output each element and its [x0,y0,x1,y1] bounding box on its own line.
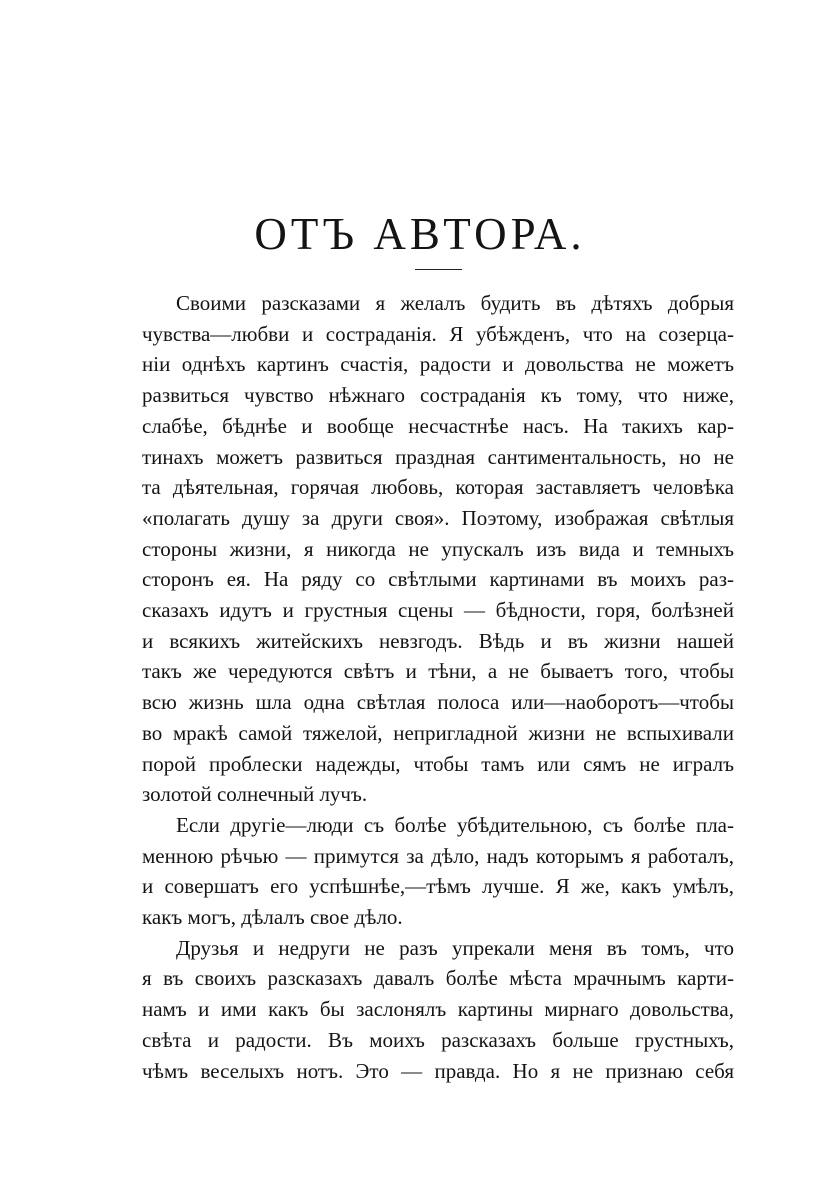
text-line: какъ могъ, дѣлалъ свое дѣло. [142,905,403,930]
text-line: ніи однѣхъ картинъ счастія, радости и довольства не можетъ [142,352,734,377]
text-line: сказахъ идутъ и грустныя сцены — бѣдности, горя, болѣзней [142,598,734,623]
text-line: сторонъ ея. На ряду со свѣтлыми картинами въ моихъ раз- [142,567,734,592]
text-line: развиться чувство нѣжнаго состраданія къ тому, что ниже, [142,383,734,408]
text-line: и всякихъ житейскихъ невзгодъ. Вѣдь и въ жизни нашей [142,628,734,653]
text-line: слабѣе, бѣднѣе и вообще несчастнѣе насъ. На такихъ кар- [142,413,734,438]
text-line: и совершатъ его успѣшнѣе,—тѣмъ лучше. Я же, какъ умѣлъ, [142,874,734,899]
body-text [142,288,734,1086]
text-line: такъ же чередуются свѣтъ и тѣни, а не бываетъ того, чтобы [142,659,734,684]
text-line: та дѣятельная, горячая любовь, которая заставляетъ человѣка [142,475,734,500]
text-line: тинахъ можетъ развиться праздная сантиментальность, но не [142,444,734,469]
title-divider [415,269,462,270]
text-line: Друзья и недруги не разъ упрекали меня въ томъ, что [176,935,734,960]
paragraph-2 [142,810,734,933]
text-line: я въ своихъ разсказахъ давалъ болѣе мѣста мрачнымъ карти- [142,966,734,991]
page-title: ОТЪ АВТОРА. [254,209,586,259]
text-line: всю жизнь шла одна свѣтлая полоса или—наоборотъ—чтобы [142,690,734,715]
paragraph-3 [142,933,734,1087]
text-line: во мракѣ самой тяжелой, непригладной жизни не вспыхивали [142,720,734,745]
text-line: менною рѣчью — примутся за дѣло, надъ которымъ я работалъ, [142,843,734,868]
text-line: чувства—любви и состраданія. Я убѣжденъ, что на созерца- [142,321,734,346]
text-line: чѣмъ веселыхъ нотъ. Это — правда. Но я не признаю себя [142,1058,734,1083]
text-line: намъ и ими какъ бы заслонялъ картины мирнаго довольства, [142,997,734,1022]
text-line: золотой солнечный лучъ. [142,782,368,807]
text-line: стороны жизни, я никогда не упускалъ изъ вида и темныхъ [142,536,734,561]
text-line: Своими разсказами я желалъ будить въ дѣтяхъ добрыя [176,291,734,315]
text-line: свѣта и радости. Въ моихъ разсказахъ больше грустныхъ, [142,1027,734,1052]
text-line: «полагать душу за други своя». Поэтому, изображая свѣтлыя [142,505,734,530]
text-line: Если другіе—люди съ болѣе убѣдительною, съ болѣе пла- [176,812,734,837]
paragraph-1 [142,288,734,810]
text-line: порой проблески надежды, чтобы тамъ или сямъ не игралъ [142,751,734,776]
